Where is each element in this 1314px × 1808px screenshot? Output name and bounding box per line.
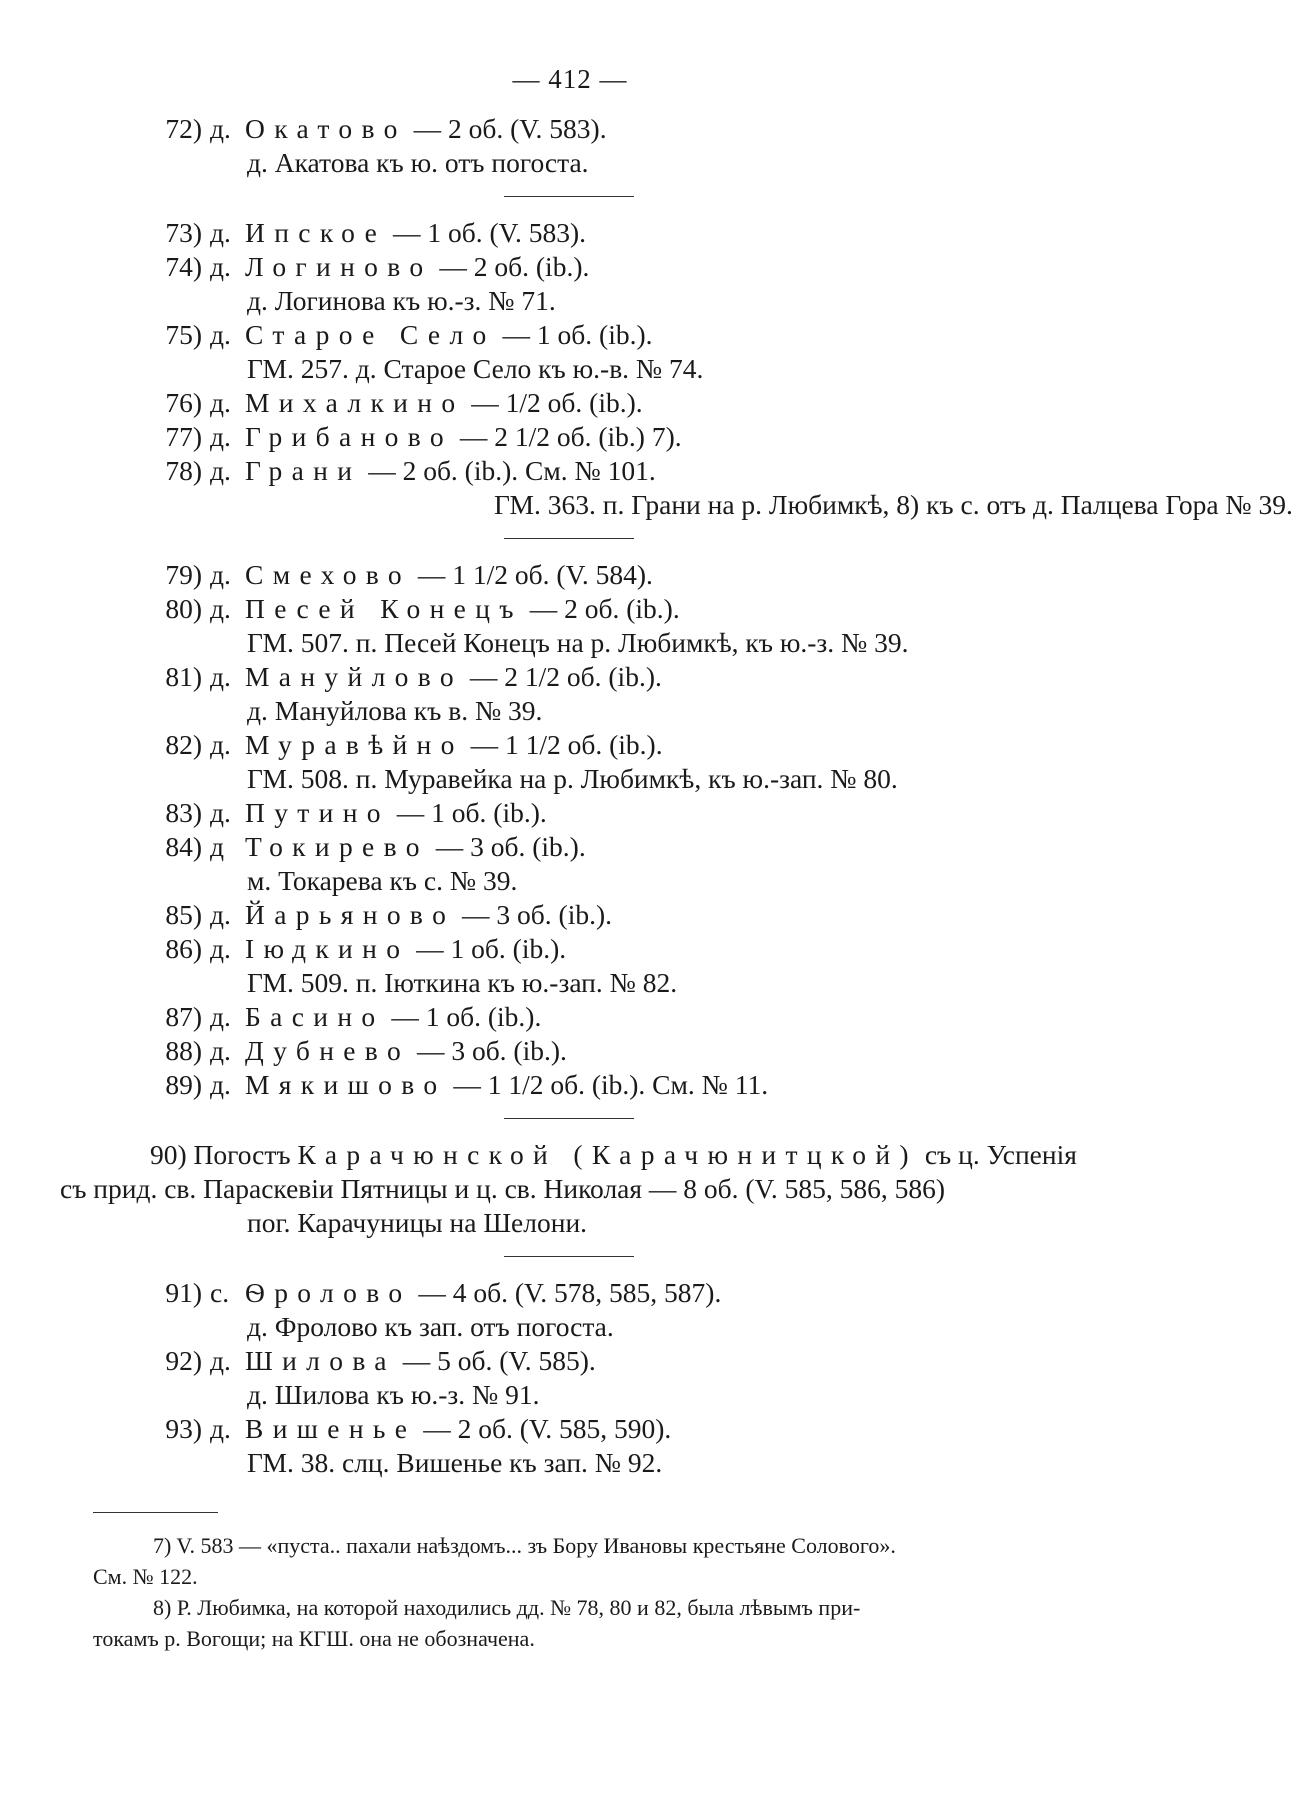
entry-details: — 1 об. (ib.). (391, 1001, 542, 1032)
entry-number: 91) (165, 1277, 202, 1308)
entry-details: — 3 об. (ib.). (416, 1035, 567, 1066)
entry-sub-text: ГМ. 38. слц. Вишенье къ зап. № 92. (247, 1447, 663, 1478)
entry-name: Муравѣйно (245, 729, 464, 760)
entry-number: 82) (165, 729, 202, 760)
entry-details: — 1/2 об. (ib.). (471, 387, 643, 418)
entry-sub (0, 1378, 1140, 1412)
entry-details: — 2 1/2 об. (ib.) 7). (459, 421, 682, 452)
entry-prefix: д. (210, 729, 231, 760)
entry-details: — 2 об. (ib.). См. № 101. (368, 455, 656, 486)
entry-number: 93) (165, 1413, 202, 1444)
entry-number: 72) (165, 113, 202, 144)
entry-sub-text: д. Шилова къ ю.-з. № 91. (247, 1379, 540, 1410)
entry-name: Токирево (245, 831, 429, 862)
footnote-8 (93, 1592, 1058, 1654)
entry-number: 81) (165, 661, 202, 692)
entry-details: — 2 об. (ib.). (439, 251, 590, 282)
entry-name: Вишенье (245, 1413, 417, 1444)
entry-details: — 2 об. (V. 585, 590). (423, 1413, 672, 1444)
entry-prefix: д. (210, 113, 231, 144)
entry-details: — 1 об. (ib.). (396, 797, 547, 828)
entry-prefix: с. (210, 1277, 230, 1308)
entry-name: Логиново (245, 251, 433, 282)
footnote-text: 7) V. 583 — «пуста.. пахали наѣздомъ... зъ Бору Ивановы крестьяне Солового». (153, 1533, 896, 1558)
entry-sub-text: ГМ. 257. д. Старое Село къ ю.-в. № 74. (247, 353, 704, 384)
entry-74 (0, 250, 1140, 284)
entry-name: Путино (245, 797, 390, 828)
entry-number: 73) (165, 217, 202, 248)
pogost-line-2: съ прид. св. Параскевіи Пятницы и ц. св. Николая — 8 об. (V. 585, 586, 586) (60, 1173, 946, 1204)
entry-number: 75) (165, 319, 202, 350)
entry-number: 77) (165, 421, 202, 452)
entry-details: — 3 об. (ib.). (462, 899, 612, 930)
entry-number: 84) (165, 831, 202, 862)
entry-82 (0, 728, 1140, 762)
entry-details: — 2 об. (ib.). (529, 593, 680, 624)
entry-number: 78) (165, 455, 202, 486)
entry-sub (0, 1446, 1140, 1480)
entry-79 (0, 558, 1140, 592)
entry-86 (0, 932, 1140, 966)
entry-name: Ѳролово (245, 1277, 412, 1308)
entry-number: 74) (165, 251, 202, 282)
entry-name: Старое Село (245, 319, 496, 350)
entry-93 (0, 1412, 1140, 1446)
pogost-name: Карачюнской (Карачюнитцкой) (297, 1139, 918, 1170)
entry-prefix: д. (210, 593, 231, 624)
entry-prefix: д. (210, 1345, 231, 1376)
entry-number: 88) (165, 1035, 202, 1066)
entry-sub-text: д. Акатова къ ю. отъ погоста. (247, 147, 589, 178)
entry-name: Ипское (245, 217, 387, 248)
entry-91 (0, 1276, 1140, 1310)
entry-details: — 1 1/2 об. (ib.). (470, 729, 663, 760)
entry-88 (0, 1034, 1140, 1068)
entry-prefix: д. (210, 1001, 231, 1032)
entry-sub (0, 626, 1140, 660)
entry-number: 83) (165, 797, 202, 828)
entry-name: Мякишово (245, 1069, 447, 1100)
entry-name: Грани (245, 455, 362, 486)
entry-name: Михалкино (245, 387, 465, 418)
entry-prefix: д. (210, 421, 231, 452)
entry-name: Окатово (245, 113, 407, 144)
entry-sub (0, 284, 1140, 318)
entry-details: — 3 об. (ib.). (435, 831, 586, 862)
entry-name: Грибаново (245, 421, 453, 452)
entry-prefix: д. (210, 1069, 231, 1100)
entry-81 (0, 660, 1140, 694)
entry-sub (0, 488, 1293, 522)
entry-sub-text: ГМ. 507. п. Песей Конецъ на р. Любимкѣ, къ ю.-з. № 39. (247, 627, 909, 658)
entry-number: 79) (165, 559, 202, 590)
pogost-title: 90) Погостъ (150, 1139, 291, 1170)
entry-prefix: д. (210, 319, 231, 350)
entry-prefix: д (210, 831, 224, 862)
entry-details: — 2 1/2 об. (ib.). (469, 661, 662, 692)
entry-sub-text: д. Логинова къ ю.-з. № 71. (247, 285, 556, 316)
page-number: — 412 — (512, 64, 628, 94)
entry-number: 80) (165, 593, 202, 624)
entry-prefix: д. (210, 661, 231, 692)
section-divider (0, 1102, 1140, 1138)
footnotes (0, 1530, 1140, 1654)
entry-sub (0, 694, 1140, 728)
entry-78 (0, 454, 1140, 488)
footnote-rule (93, 1512, 218, 1513)
entry-75 (0, 318, 1140, 352)
entry-sub (0, 1310, 1140, 1344)
entry-name: Басино (245, 1001, 385, 1032)
entry-number: 87) (165, 1001, 202, 1032)
entry-83 (0, 796, 1140, 830)
entry-sub-text: д. Фролово къ зап. отъ погоста. (247, 1311, 614, 1342)
entry-details: — 1 об. (ib.). (416, 933, 567, 964)
entry-sub-text: ГМ. 508. п. Муравейка на р. Любимкѣ, къ ю.-зап. № 80. (247, 763, 898, 794)
entries-list (0, 112, 1293, 1480)
pogost-entry (0, 1138, 1140, 1240)
entry-details: — 1 1/2 об. (V. 584). (417, 559, 653, 590)
entry-72 (0, 112, 1140, 146)
entry-sub-text: ГМ. 509. п. Іюткина къ ю.-зап. № 82. (247, 967, 678, 998)
entry-sub (0, 146, 1140, 180)
entry-details: — 2 об. (V. 583). (413, 113, 607, 144)
entry-84 (0, 830, 1140, 864)
entry-number: 85) (165, 899, 202, 930)
section-divider (0, 180, 1140, 216)
entry-prefix: д. (210, 933, 231, 964)
entry-sub (0, 864, 1140, 898)
entry-77 (0, 420, 1140, 454)
pogost-church: съ ц. Успенія (924, 1139, 1077, 1170)
entry-details: — 1 об. (ib.). (502, 319, 653, 350)
entry-76 (0, 386, 1140, 420)
entry-name: Песей Конецъ (245, 593, 523, 624)
entry-number: 92) (165, 1345, 202, 1376)
entry-prefix: д. (210, 455, 231, 486)
footnote-text: токамъ р. Вогощи; на КГШ. она не обозначена. (93, 1626, 535, 1651)
entry-details: — 5 об. (V. 585). (402, 1345, 596, 1376)
entry-details: — 1 об. (V. 583). (393, 217, 587, 248)
entry-prefix: д. (210, 1413, 231, 1444)
entry-73 (0, 216, 1140, 250)
footnote-text: 8) Р. Любимка, на которой находились дд. № 78, 80 и 82, была лѣвымъ при- (153, 1595, 861, 1620)
entry-name: Іюдкино (245, 933, 410, 964)
entry-prefix: д. (210, 387, 231, 418)
entry-name: Шилова (245, 1345, 396, 1376)
footnote-7 (93, 1530, 1058, 1592)
entry-85 (0, 898, 1140, 932)
entry-name: Дубнево (245, 1035, 411, 1066)
entry-prefix: д. (210, 1035, 231, 1066)
entry-80 (0, 592, 1140, 626)
pogost-line-3: пог. Карачуницы на Шелони. (247, 1207, 588, 1238)
entry-name: Йарьяново (245, 899, 456, 930)
entry-details: — 4 об. (V. 578, 585, 587). (418, 1277, 722, 1308)
entry-number: 89) (165, 1069, 202, 1100)
entry-prefix: д. (210, 217, 231, 248)
entry-89 (0, 1068, 1140, 1102)
entry-number: 86) (165, 933, 202, 964)
entry-sub (0, 762, 1140, 796)
entry-sub (0, 966, 1140, 1000)
entry-name: Смехово (245, 559, 412, 590)
entry-87 (0, 1000, 1140, 1034)
entry-prefix: д. (210, 899, 231, 930)
entry-prefix: д. (210, 559, 231, 590)
entry-92 (0, 1344, 1140, 1378)
entry-sub (0, 352, 1140, 386)
section-divider (0, 522, 1140, 558)
entry-details: — 1 1/2 об. (ib.). См. № 11. (453, 1069, 769, 1100)
entry-sub-text: м. Токарева къ с. № 39. (247, 865, 518, 896)
footnote-text: См. № 122. (93, 1564, 198, 1589)
section-divider (0, 1240, 1140, 1276)
entry-name: Мануйлово (245, 661, 464, 692)
entry-sub-text: ГМ. 363. п. Грани на р. Любимкѣ, 8) къ с. отъ д. Палцева Гора № 39. (494, 489, 1293, 520)
entry-prefix: д. (210, 797, 231, 828)
entry-prefix: д. (210, 251, 231, 282)
pogost-line-1 (150, 1138, 1140, 1172)
entry-sub-text: д. Мануйлова къ в. № 39. (247, 695, 543, 726)
entry-number: 76) (165, 387, 202, 418)
